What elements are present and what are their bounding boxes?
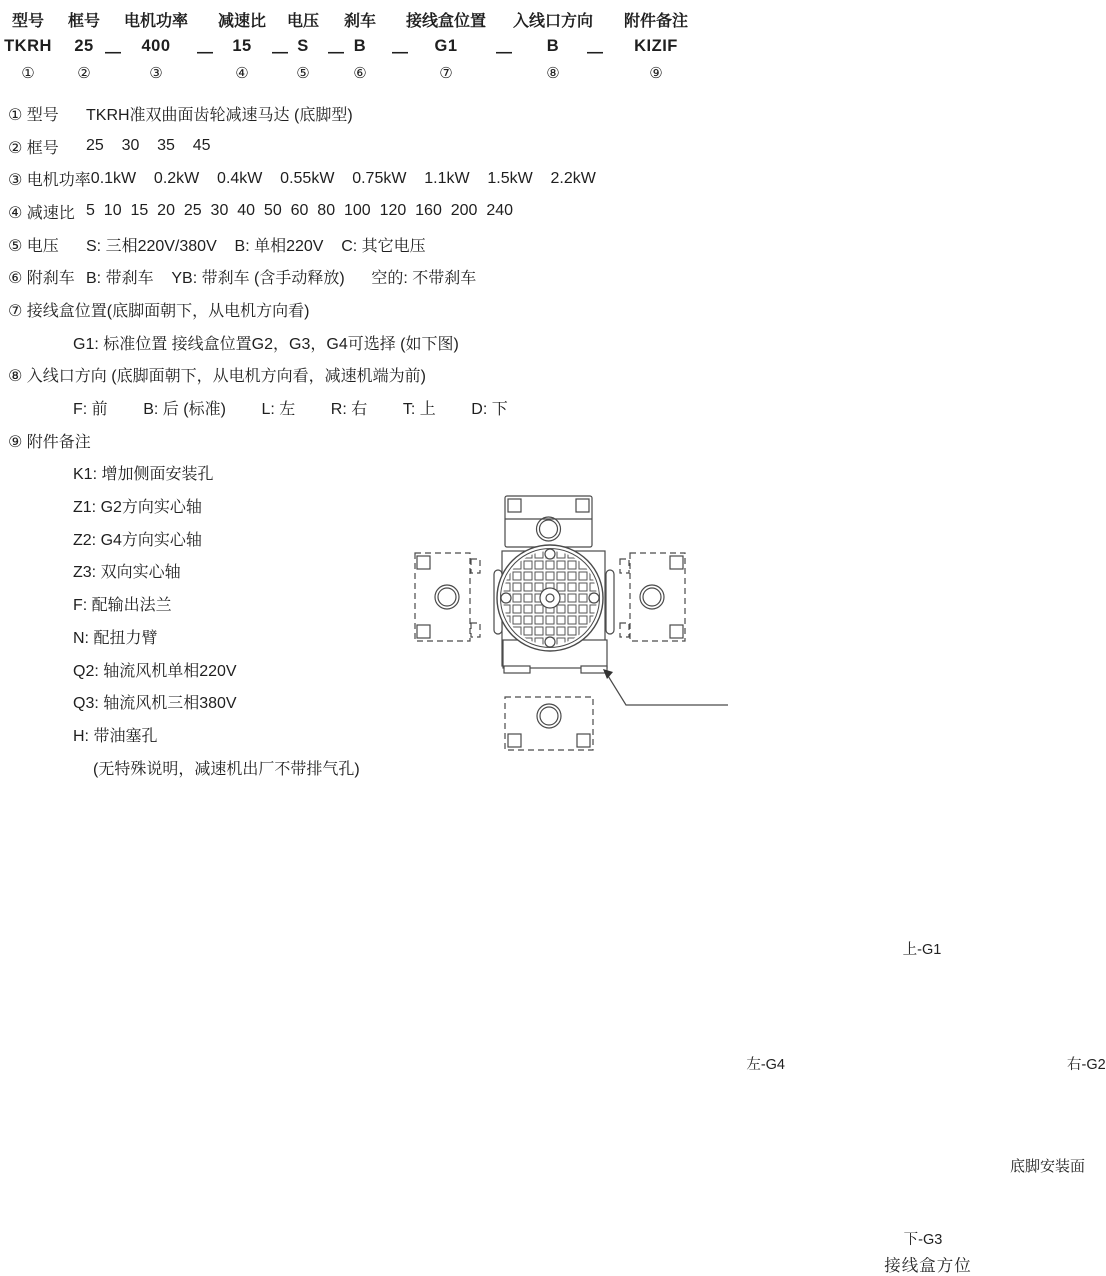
code-index: ② [77,65,91,82]
spec-content: B: 带刹车 YB: 带刹车 (含手动释放) 空的: 不带刹车 [86,270,477,288]
junction-box-right-g2 [620,553,685,641]
diagram-label-top-g1: 上-G1 [902,942,942,958]
spec-label: ① 型号 [8,106,59,124]
code-header: 电压 [286,13,320,30]
spec-label: ② 框号 [8,139,59,157]
spec-text: N: 配扭力臂 [73,629,158,647]
diagram-label-right-g2: 右-G2 [1067,1057,1106,1073]
spec-text: Z3: 双向实心轴 [73,564,181,582]
spec-text: ⑨ 附件备注 [8,433,91,451]
code-header: 型号 [11,13,45,30]
junction-box-bottom-g3 [505,697,593,750]
spec-line-junction-box [8,293,733,326]
spec-text: ⑦ 接线盒位置(底脚面朝下，从电机方向看) [8,302,310,320]
diagram-label-left-g4: 左-G4 [746,1057,785,1073]
spec-line-junction-box-options [8,326,733,359]
code-index: ⑨ [649,65,663,82]
code-header: 框号 [67,13,101,30]
spec-text: Z1: G2方向实心轴 [73,499,202,517]
spec-content: 0.1kW 0.2kW 0.4kW 0.55kW 0.75kW 1.1kW 1.5kW 2.2kW [90,169,596,187]
spec-content: 5 10 15 20 25 30 40 50 60 80 100 120 160 200 240 [86,202,514,220]
spec-text: (无特殊说明，减速机出厂不带排气孔) [93,760,360,778]
code-header: 附件备注 [623,13,689,30]
code-separator: — [496,44,512,61]
spec-line-ratio [8,195,733,228]
spec-text: F: 前 B: 后 (标准) L: 左 R: 右 T: 上 D: 下 [73,401,508,419]
spec-text: Q3: 轴流风机三相380V [73,695,237,713]
code-index: ⑦ [439,65,453,82]
spec-line-frame [8,130,733,163]
code-separator: — [328,44,344,61]
code-value: KIZIF [634,37,678,55]
spec-line-voltage [8,228,733,261]
code-value: 25 [74,37,94,55]
junction-box-diagram [373,468,1106,1275]
spec-content: S: 三相220V/380V B: 单相220V C: 其它电压 [86,237,426,255]
spec-text: H: 带油塞孔 [73,727,158,745]
code-index: ③ [149,65,163,82]
code-value: B [546,37,560,55]
spec-line-model [8,97,733,130]
code-separator: — [105,44,121,61]
code-value: S [297,37,309,55]
spec-text: F: 配输出法兰 [73,597,172,615]
spec-line-inlet-options [8,391,733,424]
diagram-label-bottom-g3: 下-G3 [903,1232,943,1248]
code-header: 接线盒位置 [405,13,487,30]
spec-text: G1: 标准位置 接线盒位置G2，G3，G4可选择 (如下图) [73,335,459,353]
code-header: 刹车 [343,13,377,30]
code-index: ⑧ [546,65,560,82]
code-separator: — [392,44,408,61]
fan-shroud [497,545,603,651]
spec-line-accessories [8,424,733,457]
code-header: 电机功率 [123,13,189,30]
spec-label: ③ 电机功率 [8,172,91,190]
foot-surface-leader-arrow [603,669,728,705]
spec-line-brake [8,260,733,293]
code-index: ⑥ [353,65,367,82]
spec-line-power [8,162,733,195]
code-index: ① [21,65,35,82]
code-header: 减速比 [217,13,267,30]
code-value: TKRH [4,37,52,55]
code-value: G1 [434,37,458,55]
spec-label: ④ 减速比 [8,204,75,222]
junction-box-left-g4 [415,553,480,641]
code-separator: — [197,44,213,61]
spec-content: TKRH准双曲面齿轮减速马达 (底脚型) [86,106,353,124]
code-header: 入线口方向 [512,13,594,30]
spec-line-inlet-direction [8,359,733,392]
junction-box-top-g1 [505,496,592,547]
code-value: 15 [232,37,252,55]
code-separator: — [272,44,288,61]
model-code-table [0,8,733,93]
spec-label: ⑥ 附刹车 [8,270,75,288]
diagram-caption: 接线盒方位 [884,1257,972,1275]
code-separator: — [587,44,603,61]
spec-text: Q2: 轴流风机单相220V [73,662,237,680]
spec-content: 25 30 35 45 [86,137,211,155]
code-value: 400 [141,37,171,55]
motor-rear-view-drawing [373,468,733,816]
spec-text: Z2: G4方向实心轴 [73,531,202,549]
spec-label: ⑤ 电压 [8,237,59,255]
diagram-foot-mounting-note: 底脚安装面 [1010,1158,1086,1175]
spec-text: K1: 增加侧面安装孔 [73,466,214,484]
code-value: B [353,37,367,55]
spec-text: ⑧ 入线口方向 (底脚面朝下，从电机方向看，减速机端为前) [8,368,426,386]
code-index: ④ [235,65,249,82]
code-index: ⑤ [296,65,310,82]
